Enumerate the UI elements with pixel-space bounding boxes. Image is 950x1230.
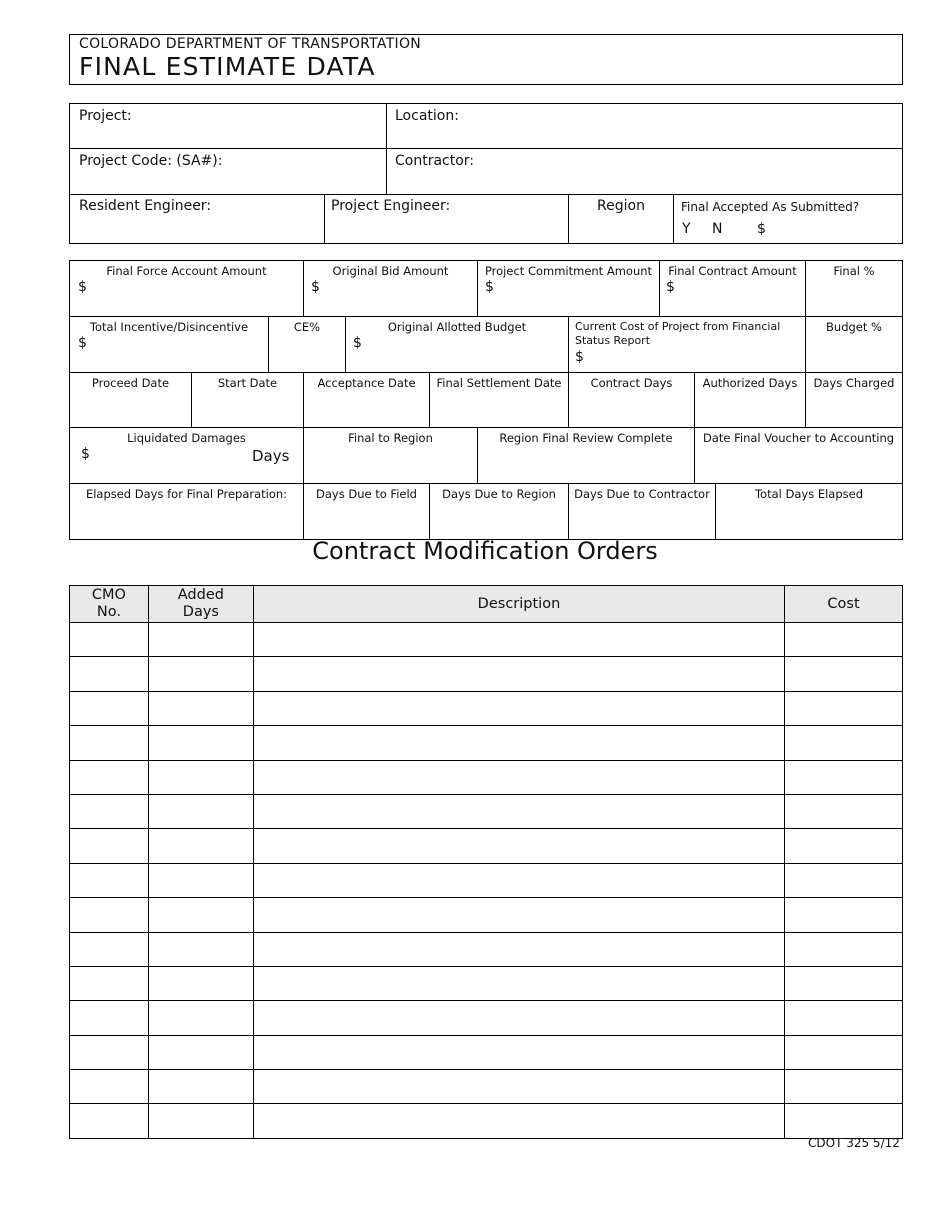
final-accepted-label: Final Accepted As Submitted? [681, 200, 860, 214]
added-days-cell[interactable] [148, 966, 253, 1000]
project-engineer-field[interactable] [324, 194, 569, 244]
description-cell[interactable] [253, 966, 784, 1000]
resident-engineer-label: Resident Engineer: [79, 198, 212, 214]
total-days-elapsed-field[interactable] [715, 483, 903, 540]
authorized-days-field[interactable] [694, 372, 806, 428]
dollar-sign: $ [353, 335, 362, 351]
cmo-no-cell[interactable] [70, 932, 149, 966]
days-due-contractor-label: Days Due to Contractor [574, 487, 710, 501]
current-cost-field[interactable] [568, 316, 806, 373]
form-id: CDOT 325 5/12 [808, 1136, 900, 1150]
added-days-cell[interactable] [148, 1070, 253, 1104]
description-cell[interactable] [253, 829, 784, 863]
cmo-no-cell[interactable] [70, 898, 149, 932]
project-commitment-field[interactable] [477, 260, 660, 317]
days-charged-field[interactable] [805, 372, 903, 428]
cost-cell[interactable] [785, 1035, 903, 1069]
added-days-cell[interactable] [148, 794, 253, 828]
cost-cell[interactable] [785, 1001, 903, 1035]
days-due-contractor-field[interactable] [568, 483, 716, 540]
ce-percent-label: CE% [293, 320, 321, 334]
cmo-table [69, 585, 903, 1139]
region-final-review-field[interactable] [477, 427, 695, 484]
table-row [70, 1001, 903, 1035]
liquidated-damages-field[interactable] [69, 427, 304, 484]
added-days-cell[interactable] [148, 691, 253, 725]
elapsed-days-label: Elapsed Days for Final Preparation: [85, 487, 288, 501]
resident-engineer-field[interactable] [69, 194, 325, 244]
final-percent-field[interactable] [805, 260, 903, 317]
final-accepted-field[interactable] [673, 194, 903, 244]
project-code-label: Project Code: (SA#): [79, 153, 223, 169]
cmo-no-header [70, 586, 149, 623]
dollar-sign: $ [311, 279, 320, 295]
table-row [70, 1070, 903, 1104]
table-row [70, 794, 903, 828]
current-cost-label-line1: Current Cost of Project from Financial [575, 320, 781, 333]
added-days-header-line1: Added [177, 587, 224, 603]
cost-cell[interactable] [785, 898, 903, 932]
dollar-sign: $ [575, 349, 584, 365]
project-field[interactable] [69, 103, 387, 149]
contractor-label: Contractor: [395, 153, 475, 169]
original-allotted-field[interactable] [345, 316, 569, 373]
total-incentive-label: Total Incentive/Disincentive [89, 320, 249, 334]
table-row [70, 966, 903, 1000]
cmo-no-cell[interactable] [70, 1070, 149, 1104]
region-final-review-label: Region Final Review Complete [499, 431, 673, 445]
added-days-header-line2: Days [182, 604, 219, 620]
days-due-field-field[interactable] [303, 483, 430, 540]
table-row [70, 898, 903, 932]
start-date-field[interactable] [191, 372, 304, 428]
table-row [70, 932, 903, 966]
cost-cell[interactable] [785, 623, 903, 657]
agency-name: COLORADO DEPARTMENT OF TRANSPORTATION [79, 36, 422, 52]
contract-days-field[interactable] [568, 372, 695, 428]
description-cell[interactable] [253, 898, 784, 932]
description-cell[interactable] [253, 794, 784, 828]
table-row [70, 1104, 903, 1138]
cmo-header-row [70, 586, 903, 623]
table-row [70, 760, 903, 794]
authorized-days-label: Authorized Days [702, 376, 798, 390]
cost-cell[interactable] [785, 829, 903, 863]
cost-cell[interactable] [785, 726, 903, 760]
proceed-date-field[interactable] [69, 372, 192, 428]
added-days-cell[interactable] [148, 932, 253, 966]
final-percent-label: Final % [833, 264, 875, 278]
description-cell[interactable] [253, 726, 784, 760]
date-final-voucher-label: Date Final Voucher to Accounting [702, 431, 895, 445]
dollar-sign: $ [666, 279, 675, 295]
contractor-field[interactable] [386, 148, 903, 195]
cmo-no-cell[interactable] [70, 1035, 149, 1069]
days-unit-label: Days [252, 447, 290, 465]
project-code-field[interactable] [69, 148, 387, 195]
budget-percent-field[interactable] [805, 316, 903, 373]
added-days-cell[interactable] [148, 726, 253, 760]
final-settlement-date-label: Final Settlement Date [436, 376, 562, 390]
cost-cell[interactable] [785, 863, 903, 897]
description-cell[interactable] [253, 932, 784, 966]
cmo-no-cell[interactable] [70, 1001, 149, 1035]
description-cell[interactable] [253, 691, 784, 725]
cost-cell[interactable] [785, 691, 903, 725]
days-due-field-label: Days Due to Field [316, 487, 417, 501]
current-cost-label-line2: Status Report [575, 334, 651, 347]
days-due-region-label: Days Due to Region [442, 487, 556, 501]
cmo-no-cell[interactable] [70, 623, 149, 657]
final-settlement-date-field[interactable] [429, 372, 569, 428]
table-row [70, 829, 903, 863]
added-days-cell[interactable] [148, 1035, 253, 1069]
date-final-voucher-field[interactable] [694, 427, 903, 484]
acceptance-date-field[interactable] [303, 372, 430, 428]
no-option[interactable]: N [712, 221, 723, 237]
days-due-region-field[interactable] [429, 483, 569, 540]
cost-cell[interactable] [785, 1070, 903, 1104]
cost-cell[interactable] [785, 760, 903, 794]
description-cell[interactable] [253, 760, 784, 794]
description-cell[interactable] [253, 863, 784, 897]
cmo-no-header-line2: No. [96, 604, 121, 620]
description-cell[interactable] [253, 1001, 784, 1035]
acceptance-date-label: Acceptance Date [317, 376, 416, 390]
added-days-cell[interactable] [148, 1001, 253, 1035]
added-days-cell[interactable] [148, 1104, 253, 1138]
proceed-date-label: Proceed Date [91, 376, 170, 390]
cmo-no-cell[interactable] [70, 760, 149, 794]
cmo-no-cell[interactable] [70, 794, 149, 828]
description-cell[interactable] [253, 1104, 784, 1138]
location-label: Location: [395, 108, 459, 124]
cost-header: Cost [785, 586, 903, 623]
dollar-sign: $ [757, 221, 766, 237]
table-row [70, 691, 903, 725]
dollar-sign: $ [81, 446, 90, 462]
table-row [70, 726, 903, 760]
cmo-section-title: Contract Modification Orders [312, 537, 658, 565]
table-row [70, 1035, 903, 1069]
original-bid-field[interactable] [303, 260, 478, 317]
cmo-no-cell[interactable] [70, 657, 149, 691]
project-engineer-label: Project Engineer: [331, 198, 451, 214]
form-title: FINAL ESTIMATE DATA [79, 52, 376, 81]
added-days-cell[interactable] [148, 898, 253, 932]
final-to-region-label: Final to Region [348, 431, 433, 445]
table-row [70, 657, 903, 691]
original-allotted-label: Original Allotted Budget [387, 320, 527, 334]
cmo-no-cell[interactable] [70, 863, 149, 897]
cost-cell[interactable] [785, 1104, 903, 1138]
cmo-no-cell[interactable] [70, 829, 149, 863]
table-row [70, 863, 903, 897]
region-label: Region [597, 198, 645, 214]
liquidated-damages-label: Liquidated Damages [127, 431, 246, 445]
added-days-cell[interactable] [148, 760, 253, 794]
yes-option[interactable]: Y [682, 221, 691, 237]
cmo-no-cell[interactable] [70, 691, 149, 725]
final-to-region-field[interactable] [303, 427, 478, 484]
cost-cell[interactable] [785, 966, 903, 1000]
cmo-no-cell[interactable] [70, 1104, 149, 1138]
final-force-account-label: Final Force Account Amount [106, 264, 267, 278]
added-days-cell[interactable] [148, 657, 253, 691]
contract-days-label: Contract Days [590, 376, 673, 390]
cost-cell[interactable] [785, 657, 903, 691]
description-cell[interactable] [253, 623, 784, 657]
project-label: Project: [79, 108, 132, 124]
region-field[interactable] [568, 194, 674, 244]
added-days-cell[interactable] [148, 829, 253, 863]
start-date-label: Start Date [217, 376, 278, 390]
ce-percent-field[interactable] [268, 316, 346, 373]
cmo-no-cell[interactable] [70, 726, 149, 760]
total-days-elapsed-label: Total Days Elapsed [754, 487, 864, 501]
cost-cell[interactable] [785, 932, 903, 966]
description-cell[interactable] [253, 657, 784, 691]
added-days-cell[interactable] [148, 863, 253, 897]
total-incentive-field[interactable] [69, 316, 269, 373]
cmo-no-header-line1: CMO [91, 587, 126, 603]
form-header [69, 34, 903, 85]
description-header: Description [253, 586, 784, 623]
description-cell[interactable] [253, 1035, 784, 1069]
final-contract-field[interactable] [659, 260, 806, 317]
dollar-sign: $ [485, 279, 494, 295]
added-days-cell[interactable] [148, 623, 253, 657]
description-cell[interactable] [253, 1070, 784, 1104]
added-days-header [148, 586, 253, 623]
location-field[interactable] [386, 103, 903, 149]
cost-cell[interactable] [785, 794, 903, 828]
original-bid-label: Original Bid Amount [332, 264, 449, 278]
days-charged-label: Days Charged [813, 376, 895, 390]
final-contract-label: Final Contract Amount [668, 264, 797, 278]
dollar-sign: $ [78, 335, 87, 351]
dollar-sign: $ [78, 279, 87, 295]
final-force-account-field[interactable] [69, 260, 304, 317]
elapsed-days-field[interactable] [69, 483, 304, 540]
budget-percent-label: Budget % [826, 320, 882, 334]
cmo-no-cell[interactable] [70, 966, 149, 1000]
project-commitment-label: Project Commitment Amount [484, 264, 653, 278]
table-row [70, 623, 903, 657]
